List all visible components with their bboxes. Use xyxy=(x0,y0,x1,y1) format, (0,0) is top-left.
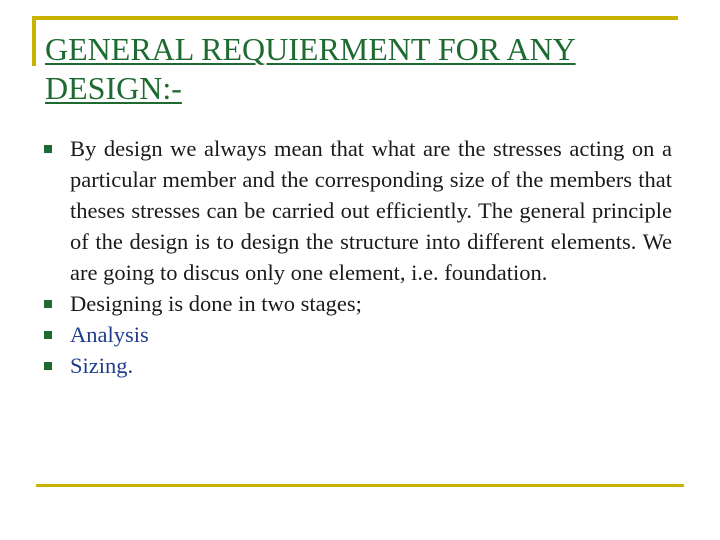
slide-title xyxy=(45,30,685,108)
square-bullet-icon xyxy=(44,331,52,339)
top-accent-rule xyxy=(32,16,678,20)
square-bullet-icon xyxy=(44,362,52,370)
bottom-accent-rule xyxy=(36,484,684,487)
bullet-item xyxy=(44,133,672,288)
slide-title-line-2: DESIGN:- xyxy=(45,70,182,107)
bullet-list xyxy=(44,133,672,381)
slide-title-line-1: GENERAL REQUIERMENT FOR ANY xyxy=(45,31,576,67)
bullet-text: By design we always mean that what are the stresses acting on a particular member and the corresponding size of the members that theses stresses can be carried out efficiently. The general principle of the design is to design the structure into different elements. We are going to discus only one element, i.e. foundation. xyxy=(70,136,672,285)
bullet-item xyxy=(44,288,672,319)
square-bullet-icon xyxy=(44,300,52,308)
bullet-item xyxy=(44,319,672,350)
bullet-item xyxy=(44,350,672,381)
bullet-text: Analysis xyxy=(70,322,149,347)
left-accent-rule xyxy=(32,16,36,66)
bullet-text: Designing is done in two stages; xyxy=(70,291,362,316)
bullet-text: Sizing. xyxy=(70,353,134,378)
square-bullet-icon xyxy=(44,145,52,153)
